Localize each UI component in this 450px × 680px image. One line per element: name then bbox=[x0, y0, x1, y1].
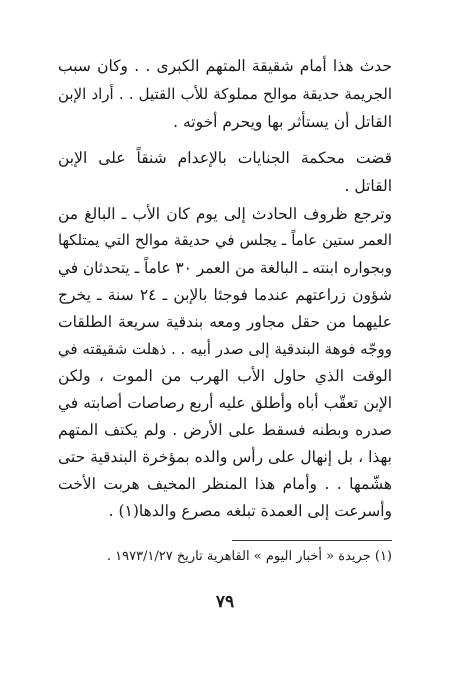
text-line: وبجواره ابنته ـ البالغة من العمر ٣٠ عاماً ـ يتحدثان في bbox=[58, 259, 392, 277]
text-line: بهذا ، بل إنهال على رأس والده بمؤخرة البندقية حتى bbox=[58, 448, 392, 466]
footnote: (١) جريدة « أخبار اليوم » القاهرية تاريخ ١٩٧٣/١/٢٧ . bbox=[106, 549, 392, 564]
text-line: صدره وبطنه فسقط على الأرض . ولم يكتف المتهم bbox=[58, 421, 392, 439]
page-number: ٧٩ bbox=[215, 592, 235, 612]
text-line: وأسرعت إلى العمدة تبلغه مصرع والدها(١) . bbox=[108, 502, 392, 520]
text-line: وترجع ظروف الحادث إلى يوم كان الأب ـ البالغ من bbox=[58, 205, 392, 223]
text-line: هشّمها . . وأمام هذا المنظر المخيف هربت الأخت bbox=[58, 475, 392, 493]
text-line: الجريمة حديقة موالح مملوكة للأب القتيل . . أراد الإبن bbox=[58, 85, 392, 103]
text-line: العمر ستين عاماً ـ يجلس في حديقة موالح التي يمتلكها bbox=[58, 232, 392, 249]
text-line: شؤون زراعتهم عندما فوجئا بالإبن ـ ٢٤ سنة ـ يخرج bbox=[58, 286, 392, 304]
text-line: الوقت الذي حاول الأب الهرب من الموت ، ولكن bbox=[58, 367, 392, 385]
text-line: ووجّه فوهة البندقية إلى صدر أبيه . . ذهلت شقيقته في bbox=[58, 340, 392, 358]
text-line: قضت محكمة الجنايات بالإعدام شنقاً على الإبن bbox=[58, 149, 392, 167]
text-line: القاتل أن يستأثر بها ويحرم أخوته . bbox=[173, 113, 392, 131]
text-line: القاتل . bbox=[344, 177, 392, 195]
text-line: الإبن تعقّب أباه وأطلق عليه أربع رصاصات أصابته في bbox=[58, 394, 392, 412]
footnote-divider bbox=[232, 540, 392, 541]
text-line: عليهما من حقل مجاور ومعه بندقية سريعة الطلقات bbox=[58, 313, 392, 331]
text-line: حدث هذا أمام شقيقة المتهم الكبرى . . وكان سبب bbox=[58, 57, 392, 75]
